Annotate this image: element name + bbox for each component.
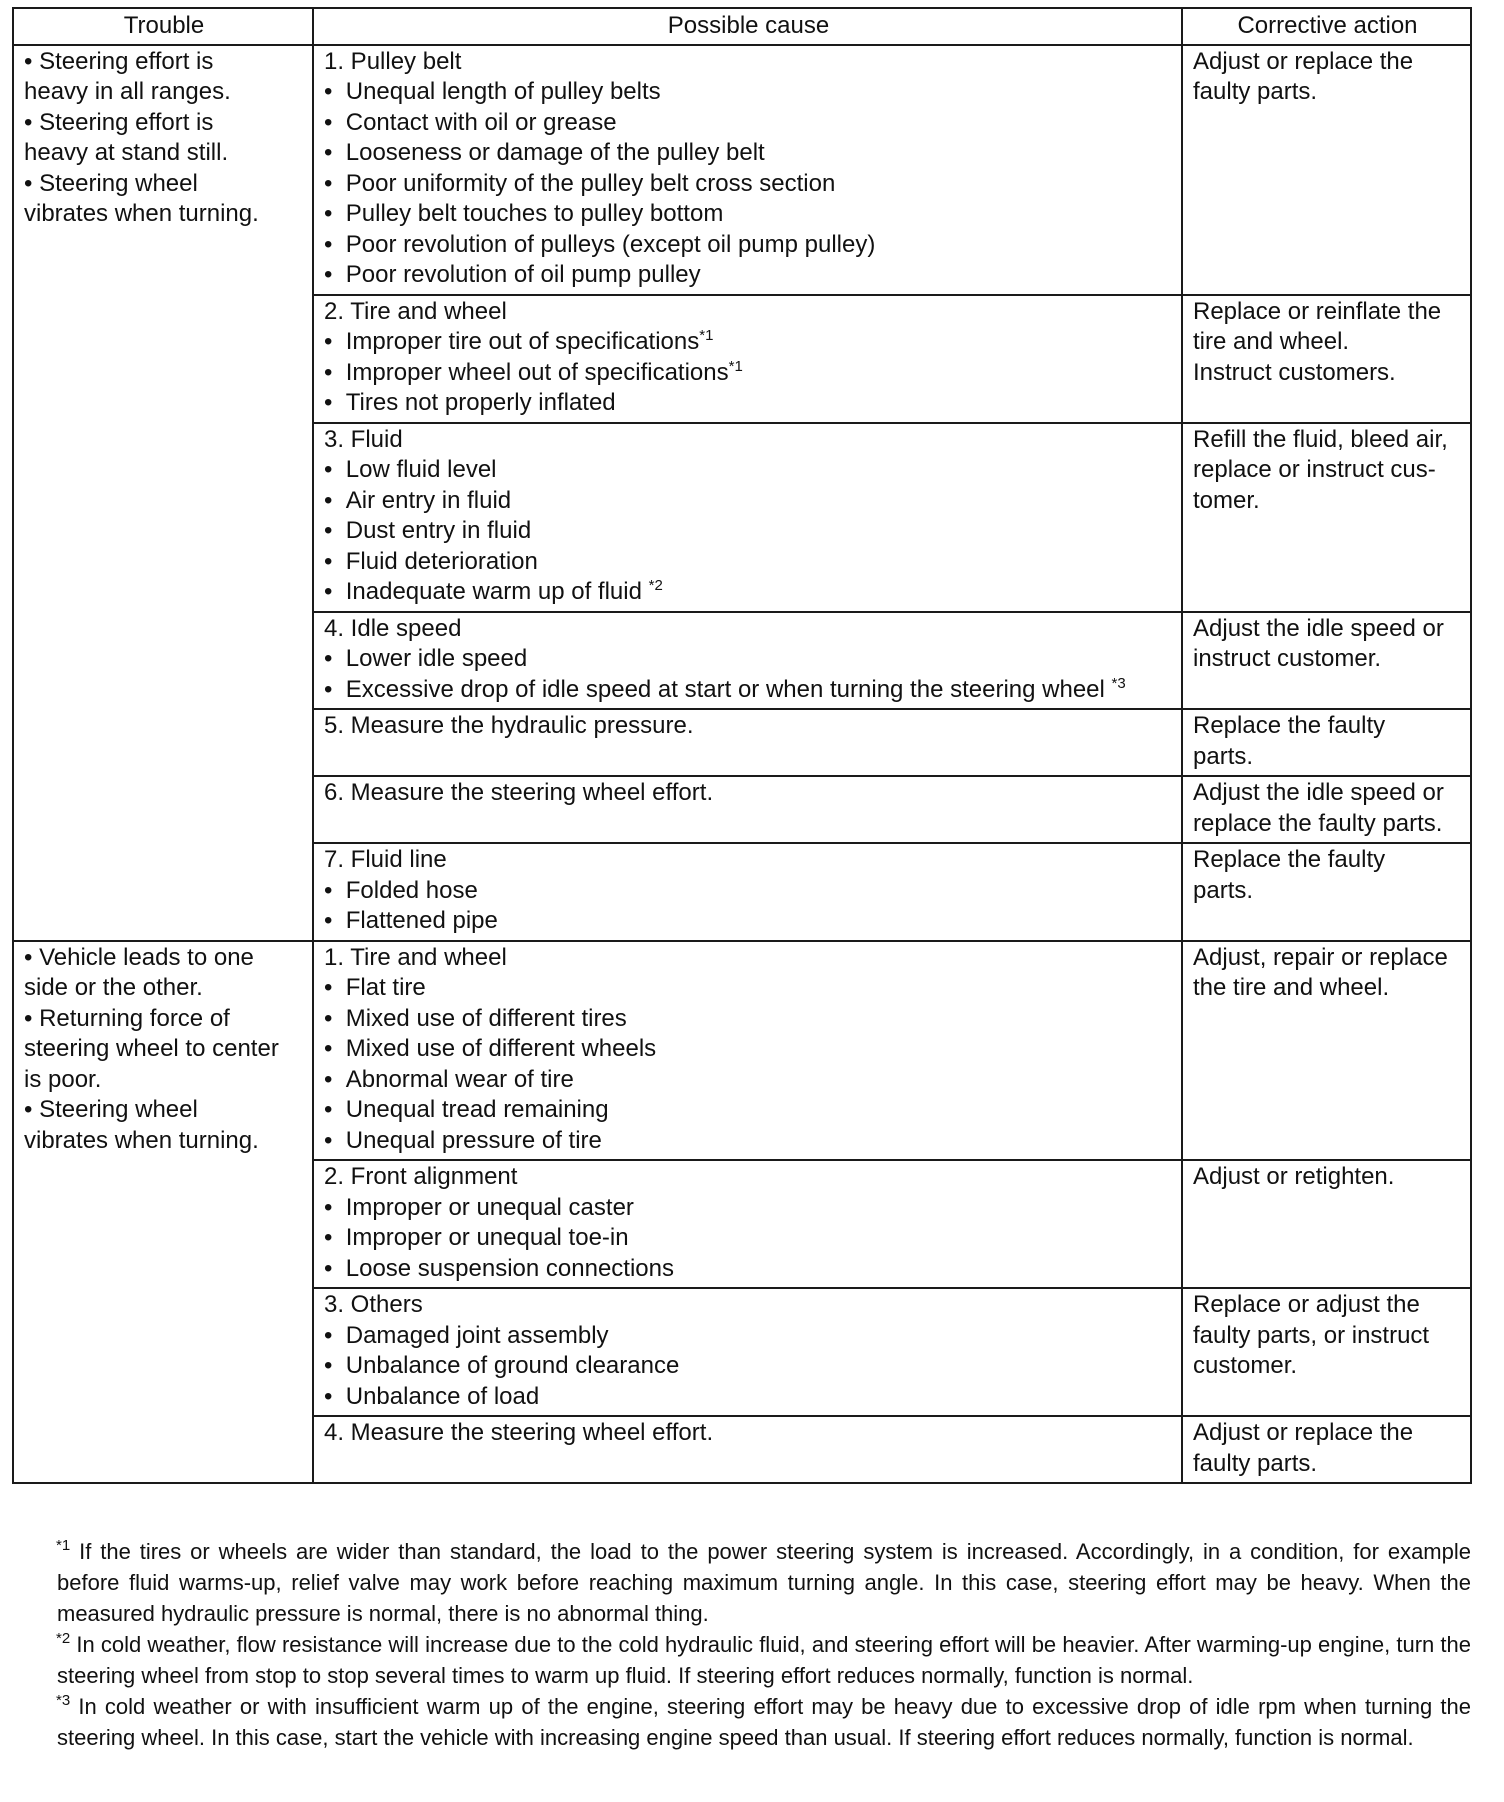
- footnote-text: In cold weather, flow resistance will increase due to the cold hydraulic fluid, and steering effort will be heavier. After warming-up engine, turn the steering wheel from stop to stop several times to warm up fluid. If steering effort reduces normally, function is normal.: [57, 1632, 1471, 1688]
- cause-item: [324, 973, 1173, 1004]
- action-cell: [1182, 941, 1471, 1161]
- header-possible-cause: Possible cause: [313, 8, 1182, 45]
- bullet-dot: •: [324, 1004, 333, 1032]
- cause-cell: [313, 1160, 1182, 1288]
- cause-item-text: Damaged joint assembly: [345, 1321, 609, 1349]
- footnote-mark: *2: [56, 1630, 71, 1647]
- bullet-dot: •: [324, 456, 333, 483]
- cause-cell: [313, 423, 1182, 612]
- cause-item-text: Poor uniformity of the pulley belt cross section: [345, 169, 836, 197]
- action-cell: [1182, 45, 1471, 295]
- cause-cell: [313, 45, 1182, 295]
- cause-item: [324, 1034, 1173, 1065]
- cause-item: [324, 1095, 1173, 1126]
- cause-item: [324, 675, 1173, 706]
- cause-title: 3. Others: [324, 1291, 423, 1318]
- footnote-ref: *1: [699, 327, 714, 344]
- bullet-dot: •: [324, 1382, 333, 1410]
- bullet-dot: •: [324, 1193, 333, 1221]
- bullet-dot: •: [324, 1035, 333, 1062]
- trouble-text: • Steering effort is heavy in all ranges. • Steering effort is heavy at stand still. • Steering wheel vibrates when turning.: [24, 47, 259, 227]
- cause-title: 4. Idle speed: [324, 614, 462, 642]
- cause-item: [324, 516, 1173, 547]
- cause-item: [324, 876, 1173, 907]
- action-cell: [1182, 843, 1471, 941]
- cause-item-text: Flattened pipe: [345, 907, 498, 934]
- cause-item-text: Improper or unequal caster: [345, 1193, 634, 1221]
- bullet-dot: •: [324, 547, 333, 575]
- corrective-action-text: Adjust, repair or replace the tire and wheel.: [1193, 943, 1448, 1001]
- table-row: [13, 45, 1471, 295]
- cause-item-text: Inadequate warm up of fluid: [345, 578, 649, 605]
- cause-item: [324, 260, 1173, 291]
- cause-item: [324, 358, 1173, 389]
- bullet-dot: •: [324, 1352, 333, 1379]
- bullet-dot: •: [324, 139, 333, 166]
- bullet-dot: •: [324, 1321, 333, 1349]
- bullet-dot: •: [324, 200, 333, 227]
- cause-item-text: Dust entry in fluid: [345, 517, 532, 544]
- action-cell: [1182, 423, 1471, 612]
- bullet-dot: •: [324, 1254, 333, 1282]
- cause-title: 6. Measure the steering wheel effort.: [324, 779, 714, 806]
- trouble-cell: [13, 941, 313, 1484]
- footnote-ref: *1: [728, 357, 743, 375]
- cause-item: [324, 455, 1173, 486]
- footnote-mark: *1: [56, 1537, 71, 1554]
- cause-item: [324, 1193, 1173, 1224]
- cause-item-text: Pulley belt touches to pulley bottom: [345, 200, 724, 227]
- cause-item-text: Fluid deterioration: [345, 547, 538, 575]
- action-cell: [1182, 612, 1471, 710]
- footnote-ref: *3: [1111, 674, 1126, 692]
- cause-item-text: Folded hose: [345, 876, 478, 904]
- cause-item: [324, 577, 1173, 608]
- corrective-action-text: Replace the faulty parts.: [1193, 712, 1386, 770]
- cause-item-text: Poor revolution of oil pump pulley: [345, 261, 701, 288]
- cause-item: [324, 644, 1173, 675]
- cause-item: [324, 108, 1173, 139]
- bullet-dot: •: [324, 675, 333, 703]
- action-cell: [1182, 295, 1471, 423]
- cause-item: [324, 547, 1173, 578]
- action-cell: [1182, 1160, 1471, 1288]
- cause-item-text: Unbalance of ground clearance: [345, 1352, 680, 1379]
- cause-item: [324, 1254, 1173, 1285]
- cause-item: [324, 138, 1173, 169]
- cause-item: [324, 1321, 1173, 1352]
- bullet-dot: •: [324, 876, 333, 904]
- corrective-action-text: Adjust the idle speed or instruct customer.: [1193, 614, 1444, 672]
- action-cell: [1182, 709, 1471, 776]
- cause-item: [324, 169, 1173, 200]
- cause-cell: [313, 776, 1182, 843]
- action-cell: [1182, 1416, 1471, 1483]
- bullet-dot: •: [324, 328, 333, 355]
- cause-item-text: Low fluid level: [345, 456, 497, 483]
- cause-title: 1. Pulley belt: [324, 47, 462, 75]
- cause-item: [324, 327, 1173, 358]
- bullet-dot: •: [324, 169, 333, 197]
- bullet-dot: •: [324, 389, 333, 416]
- trouble-text: • Vehicle leads to one side or the other. • Returning force of steering wheel to center is poor. • Steering wheel vibrates when turning.: [24, 943, 279, 1154]
- corrective-action-text: Adjust or replace the faulty parts.: [1193, 47, 1414, 105]
- cause-item-text: Lower idle speed: [345, 645, 528, 672]
- cause-item: [324, 1126, 1173, 1157]
- cause-item: [324, 1382, 1173, 1413]
- cause-item: [324, 1223, 1173, 1254]
- trouble-cell: [13, 45, 313, 941]
- cause-item: [324, 1351, 1173, 1382]
- cause-item-text: Mixed use of different tires: [345, 1004, 627, 1032]
- cause-item-text: Contact with oil or grease: [345, 108, 617, 136]
- cause-item-text: Loose suspension connections: [345, 1254, 674, 1282]
- footnote: [57, 1536, 1471, 1629]
- cause-item: [324, 906, 1173, 937]
- action-cell: [1182, 1288, 1471, 1416]
- table-row: [13, 941, 1471, 1161]
- troubleshooting-table: [12, 7, 1472, 1484]
- corrective-action-text: Replace the faulty parts.: [1193, 846, 1386, 904]
- cause-item-text: Improper wheel out of specifications: [345, 358, 729, 386]
- cause-cell: [313, 941, 1182, 1161]
- footnote-text: In cold weather or with insufficient warm up of the engine, steering effort may be heavy due to excessive drop of idle rpm when turning the steering wheel. In this case, start the vehicle with increasing engine speed than usual. If steering effort reduces normally, function is normal.: [57, 1694, 1471, 1750]
- bullet-dot: •: [324, 1224, 333, 1251]
- corrective-action-text: Replace or reinflate the tire and wheel. Instruct customers.: [1193, 297, 1442, 386]
- header-trouble: Trouble: [13, 8, 313, 45]
- cause-item-text: Abnormal wear of tire: [345, 1065, 574, 1093]
- cause-item-text: Improper or unequal toe-in: [345, 1224, 629, 1251]
- cause-cell: [313, 612, 1182, 710]
- cause-item-text: Tires not properly inflated: [345, 389, 616, 416]
- cause-cell: [313, 843, 1182, 941]
- bullet-dot: •: [324, 578, 333, 605]
- cause-title: 2. Tire and wheel: [324, 297, 507, 325]
- cause-item-text: Poor revolution of pulleys (except oil pump pulley): [345, 230, 876, 258]
- cause-item-text: Flat tire: [345, 974, 426, 1001]
- footnotes: [57, 1536, 1471, 1753]
- cause-item-text: Mixed use of different wheels: [345, 1035, 657, 1062]
- footnote: [57, 1629, 1471, 1691]
- cause-title: 1. Tire and wheel: [324, 943, 507, 971]
- table-header-row: [13, 8, 1471, 45]
- corrective-action-text: Adjust the idle speed or replace the faulty parts.: [1193, 779, 1444, 837]
- cause-cell: [313, 1416, 1182, 1483]
- header-corrective-action: Corrective action: [1182, 8, 1471, 45]
- cause-item-text: Looseness or damage of the pulley belt: [345, 139, 765, 166]
- cause-item-text: Unbalance of load: [345, 1382, 540, 1410]
- cause-title: 7. Fluid line: [324, 846, 447, 873]
- cause-cell: [313, 709, 1182, 776]
- bullet-dot: •: [324, 645, 333, 672]
- cause-item: [324, 199, 1173, 230]
- bullet-dot: •: [324, 358, 333, 386]
- bullet-dot: •: [324, 108, 333, 136]
- footnote-text: If the tires or wheels are wider than standard, the load to the power steering system is increased. Accordingly, in a condition, for example before fluid warms-up, relief valve may work before reaching maximum turning angle. In this case, steering effort may be heavy. When the measured hydraulic pressure is normal, there is no abnormal thing.: [57, 1539, 1471, 1626]
- bullet-dot: •: [324, 78, 333, 105]
- bullet-dot: •: [324, 907, 333, 934]
- footnote-ref: *2: [648, 577, 663, 594]
- cause-title: 2. Front alignment: [324, 1163, 518, 1190]
- cause-item: [324, 486, 1173, 517]
- cause-item-text: Unequal tread remaining: [345, 1096, 609, 1123]
- cause-item-text: Air entry in fluid: [345, 486, 512, 514]
- corrective-action-text: Adjust or replace the faulty parts.: [1193, 1419, 1414, 1477]
- cause-item: [324, 1065, 1173, 1096]
- bullet-dot: •: [324, 1096, 333, 1123]
- bullet-dot: •: [324, 1065, 333, 1093]
- cause-title: 3. Fluid: [324, 425, 403, 453]
- bullet-dot: •: [324, 1126, 333, 1154]
- corrective-action-text: Refill the fluid, bleed air, replace or instruct cus- tomer.: [1193, 425, 1448, 514]
- cause-cell: [313, 295, 1182, 423]
- footnote: [57, 1691, 1471, 1753]
- table-body: [13, 45, 1471, 1484]
- footnote-mark: *3: [56, 1692, 71, 1709]
- cause-title: 4. Measure the steering wheel effort.: [324, 1419, 714, 1446]
- cause-item-text: Improper tire out of specifications: [345, 328, 700, 355]
- bullet-dot: •: [324, 230, 333, 258]
- bullet-dot: •: [324, 486, 333, 514]
- cause-item-text: Excessive drop of idle speed at start or when turning the steering wheel: [345, 675, 1112, 703]
- bullet-dot: •: [324, 517, 333, 544]
- bullet-dot: •: [324, 974, 333, 1001]
- action-cell: [1182, 776, 1471, 843]
- cause-item-text: Unequal pressure of tire: [345, 1126, 602, 1154]
- cause-item: [324, 77, 1173, 108]
- cause-item: [324, 388, 1173, 419]
- corrective-action-text: Replace or adjust the faulty parts, or instruct customer.: [1193, 1291, 1430, 1379]
- cause-item-text: Unequal length of pulley belts: [345, 78, 661, 105]
- cause-cell: [313, 1288, 1182, 1416]
- cause-item: [324, 230, 1173, 261]
- cause-item: [324, 1004, 1173, 1035]
- bullet-dot: •: [324, 261, 333, 288]
- corrective-action-text: Adjust or retighten.: [1193, 1163, 1395, 1190]
- cause-title: 5. Measure the hydraulic pressure.: [324, 712, 694, 739]
